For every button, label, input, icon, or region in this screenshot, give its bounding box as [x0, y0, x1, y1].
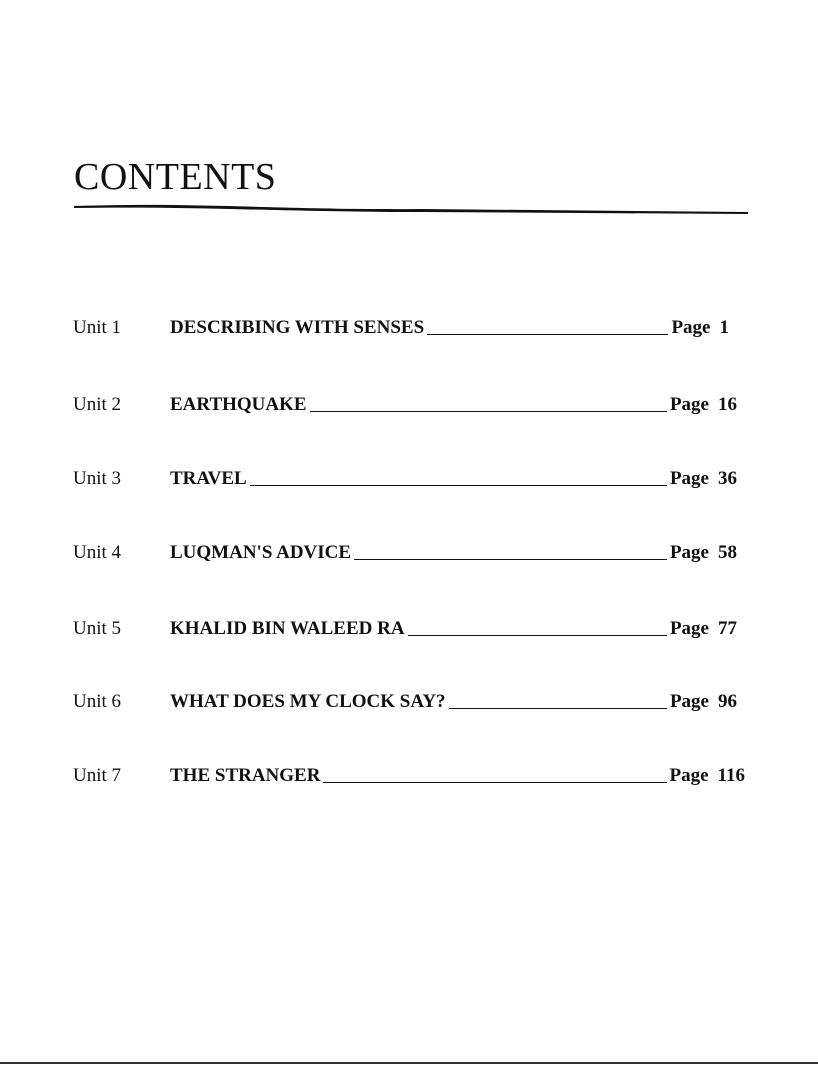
- page-number: 16: [718, 394, 737, 415]
- entry-title: DESCRIBING WITH SENSES: [170, 317, 425, 338]
- toc-entry-5[interactable]: [73, 614, 737, 644]
- toc-entry-1[interactable]: [73, 313, 729, 343]
- dot-leader: [408, 635, 667, 636]
- toc-entry-6[interactable]: [73, 687, 737, 717]
- page-title: CONTENTS: [74, 156, 277, 198]
- toc-entry-4[interactable]: [73, 538, 737, 568]
- entry-title: WHAT DOES MY CLOCK SAY?: [170, 691, 446, 712]
- dot-leader: [354, 559, 667, 560]
- page-bottom-edge: [0, 1062, 818, 1064]
- page-number: 36: [718, 468, 737, 489]
- entry-title: THE STRANGER: [170, 765, 321, 786]
- dot-leader: [323, 782, 666, 783]
- dot-leader: [250, 485, 667, 486]
- unit-label: Unit 2: [73, 394, 122, 415]
- dot-leader: [449, 708, 667, 709]
- page-number: 58: [718, 542, 737, 563]
- toc-entry-7[interactable]: [73, 761, 745, 791]
- heading-underline: [0, 196, 818, 220]
- unit-label: Unit 6: [73, 691, 122, 712]
- toc-entry-2[interactable]: [73, 390, 737, 420]
- page-label: Page: [669, 542, 709, 563]
- entry-title: LUQMAN'S ADVICE: [170, 542, 352, 563]
- entry-title: EARTHQUAKE: [170, 394, 307, 415]
- entry-title: TRAVEL: [170, 468, 247, 489]
- page-number: 116: [717, 765, 745, 786]
- page-number: 77: [718, 618, 737, 639]
- page-label: Page: [669, 394, 709, 415]
- unit-label: Unit 3: [73, 468, 122, 489]
- page-number: 1: [719, 317, 729, 338]
- unit-label: Unit 4: [73, 542, 122, 563]
- page-label: Page: [669, 468, 709, 489]
- page-label: Page: [669, 618, 709, 639]
- dot-leader: [427, 334, 668, 335]
- page-number: 96: [718, 691, 737, 712]
- page-label: Page: [669, 765, 709, 786]
- page-label: Page: [671, 317, 711, 338]
- page-label: Page: [669, 691, 709, 712]
- unit-label: Unit 5: [73, 618, 122, 639]
- entry-title: KHALID BIN WALEED RA: [170, 618, 405, 639]
- unit-label: Unit 7: [73, 765, 122, 786]
- unit-label: Unit 1: [73, 317, 122, 338]
- toc-entry-3[interactable]: [73, 464, 737, 494]
- dot-leader: [310, 411, 667, 412]
